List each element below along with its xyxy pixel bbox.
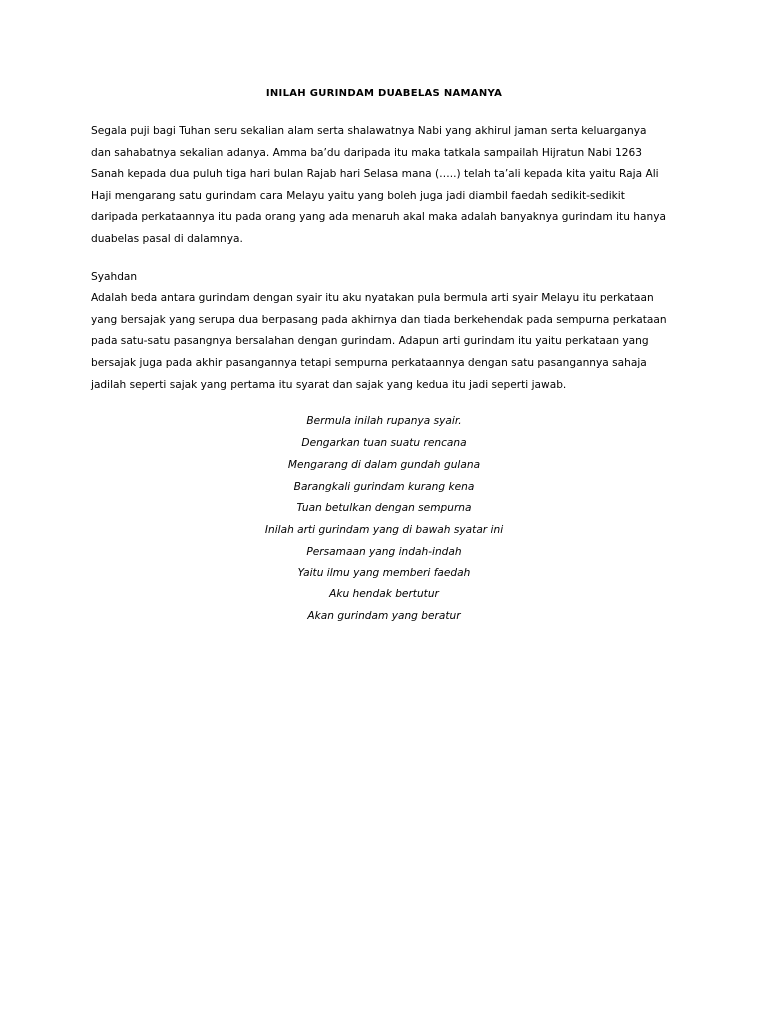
paragraph-line: pada satu-satu pasangnya bersalahan dengan gurindam. Adapun arti gurindam itu yaitu perkataan yang <box>91 335 649 347</box>
paragraph-line: jadilah seperti sajak yang pertama itu syarat dan sajak yang kedua itu jadi seperti jawab. <box>91 379 567 391</box>
verse-line: Akan gurindam yang beratur <box>307 610 461 622</box>
verse-line: Barangkali gurindam kurang kena <box>293 481 475 493</box>
paragraph-line: Adalah beda antara gurindam dengan syair itu aku nyatakan pula bermula arti syair Melayu itu perkataan <box>91 292 654 304</box>
paragraph-line: Sanah kepada dua puluh tiga hari bulan Rajab hari Selasa mana (…..) telah ta’ali kepada kita yaitu Raja Ali <box>91 168 659 180</box>
paragraph-line: Segala puji bagi Tuhan seru sekalian alam serta shalawatnya Nabi yang akhirul jaman serta keluarganya <box>91 125 647 137</box>
verse-line: Bermula inilah rupanya syair. <box>306 415 462 427</box>
document-title: INILAH GURINDAM DUABELAS NAMANYA <box>265 88 503 99</box>
verse-line: Aku hendak bertutur <box>329 588 439 600</box>
verse-line: Dengarkan tuan suatu rencana <box>301 437 467 449</box>
paragraph-line: yang bersajak yang serupa dua berpasang pada akhirnya dan tiada berkehendak pada sempurna perkataan <box>91 314 667 326</box>
paragraph-line: daripada perkataannya itu pada orang yang ada menaruh akal maka adalah banyaknya gurindam itu hanya <box>91 211 666 223</box>
verse-line: Inilah arti gurindam yang di bawah syatar ini <box>264 524 504 536</box>
verse-line: Mengarang di dalam gundah gulana <box>287 459 481 471</box>
verse-line: Yaitu ilmu yang memberi faedah <box>297 567 471 579</box>
paragraph-line: dan sahabatnya sekalian adanya. Amma ba’du daripada itu maka tatkala sampailah Hijratun Nabi 1263 <box>91 147 642 159</box>
verse-line: Tuan betulkan dengan sempurna <box>296 502 472 514</box>
section-heading: Syahdan <box>91 271 138 283</box>
paragraph-line: duabelas pasal di dalamnya. <box>91 233 243 245</box>
paragraph-line: Haji mengarang satu gurindam cara Melayu yaitu yang boleh juga jadi diambil faedah sedikit-sedikit <box>91 190 625 202</box>
paragraph-line: bersajak juga pada akhir pasangannya tetapi sempurna perkataannya dengan satu pasangannya sahaja <box>91 357 647 369</box>
verse-line: Persamaan yang indah-indah <box>306 546 462 558</box>
